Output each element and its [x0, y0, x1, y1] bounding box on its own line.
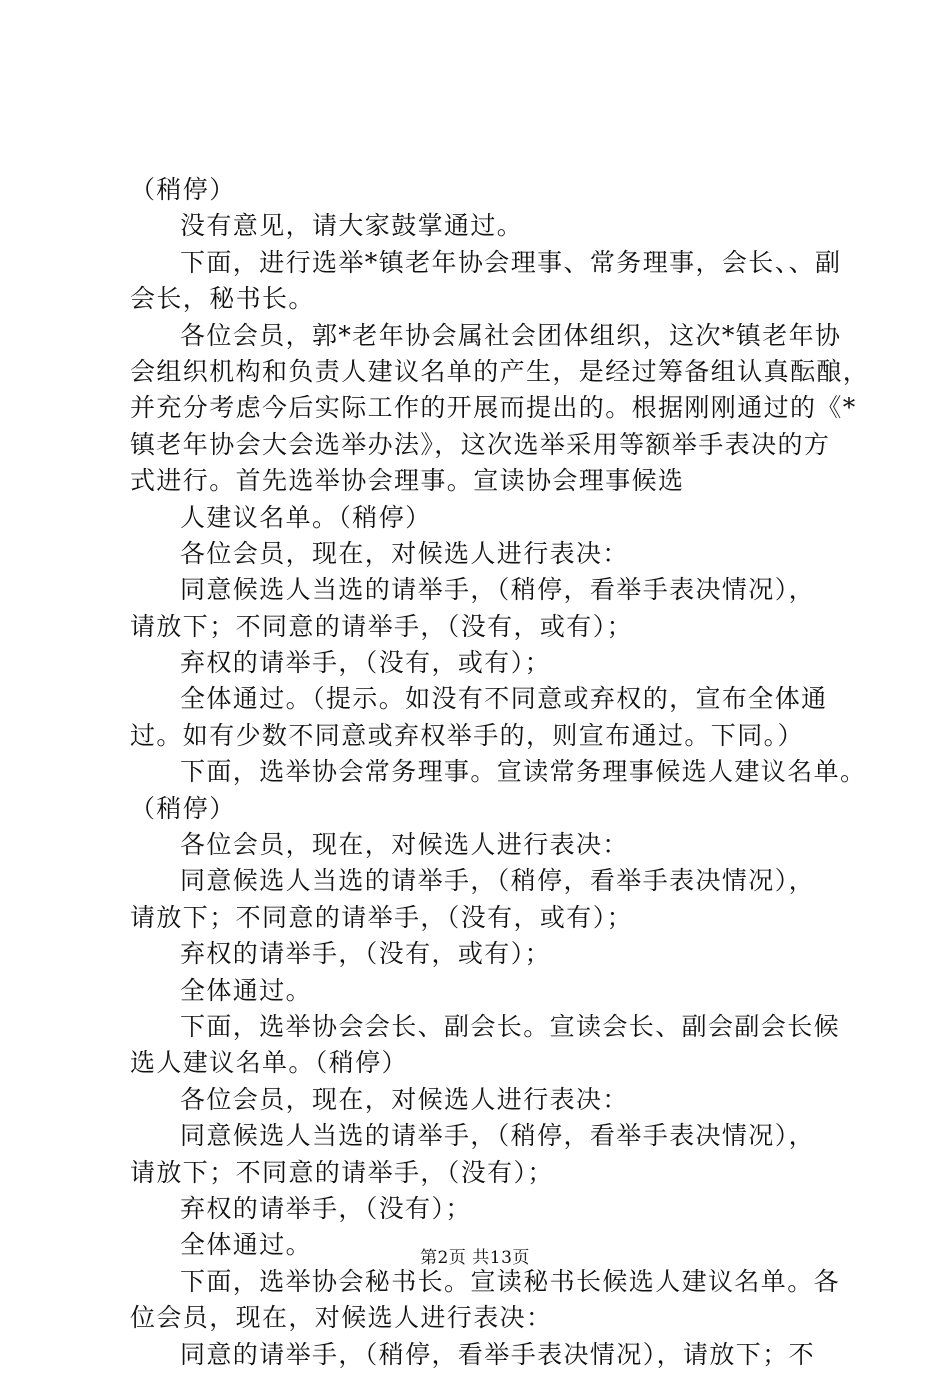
text-line: 会长，秘书长。	[130, 284, 315, 314]
text-line: （稍停）	[130, 175, 236, 204]
text-line: 过。如有少数不同意或弃权举手的，则宣布通过。下同。）	[130, 720, 804, 750]
text-line: 同意候选人当选的请举手，（稍停，看举手表决情况），	[180, 575, 816, 605]
text-line: 各位会员，现在，对候选人进行表决：	[180, 1084, 629, 1114]
text-line: 各位会员，现在，对候选人进行表决：	[180, 830, 629, 860]
text-line: 弃权的请举手，（没有，或有）；	[180, 648, 552, 678]
text-line: 请放下；不同意的请举手，（没有，或有）；	[130, 902, 634, 932]
text-line: 各位会员，现在，对候选人进行表决：	[180, 538, 629, 568]
text-line: 弃权的请举手，（没有）；	[180, 1193, 472, 1223]
text-line: 请放下；不同意的请举手，（没有，或有）；	[130, 611, 634, 641]
text-line: 同意候选人当选的请举手，（稍停，看举手表决情况），	[180, 866, 816, 896]
text-line: 下面，选举协会常务理事。宣读常务理事候选人建议名单。	[180, 757, 867, 787]
text-line: 各位会员，郭*老年协会属社会团体组织，这次*镇老年协	[180, 320, 842, 350]
text-line: 全体通过。	[180, 1230, 313, 1260]
text-line: 同意候选人当选的请举手，（稍停，看举手表决情况），	[180, 1121, 816, 1151]
text-line: 式进行。首先选举协会理事。宣读协会理事候选	[130, 466, 685, 496]
text-line: 并充分考虑今后实际工作的开展而提出的。根据刚刚通过的《*	[130, 393, 857, 423]
text-line: 同意的请举手，（稍停，看举手表决情况），请放下；不	[180, 1339, 816, 1369]
text-line: （稍停）	[130, 793, 236, 823]
page-footer: 第2页 共13页	[420, 1248, 530, 1268]
text-line: 下面，选举协会秘书长。宣读秘书长候选人建议名单。各	[180, 1266, 841, 1296]
text-line: 全体通过。	[180, 975, 313, 1005]
text-line: 位会员，现在，对候选人进行表决：	[130, 1303, 553, 1333]
text-line: 全体通过。（提示。如没有不同意或弃权的，宣布全体通	[180, 684, 828, 714]
text-line: 下面，选举协会会长、副会长。宣读会长、副会副会长候	[180, 1011, 841, 1041]
text-line: 会组织机构和负责人建议名单的产生，是经过筹备组认真酝酿，	[130, 356, 870, 386]
text-line: 下面，进行选举*镇老年协会理事、常务理事，会长、、副	[180, 247, 842, 277]
text-line: 选人建议名单。（稍停）	[130, 1048, 408, 1078]
text-line: 人建议名单。（稍停）	[180, 502, 432, 532]
text-line: 没有意见，请大家鼓掌通过。	[180, 211, 524, 241]
text-line: 镇老年协会大会选举办法》，这次选举采用等额举手表决的方	[130, 429, 831, 459]
document-body	[130, 172, 870, 1373]
text-line: 请放下；不同意的请举手，（没有）；	[130, 1157, 554, 1187]
text-line: 弃权的请举手，（没有，或有）；	[180, 939, 552, 969]
